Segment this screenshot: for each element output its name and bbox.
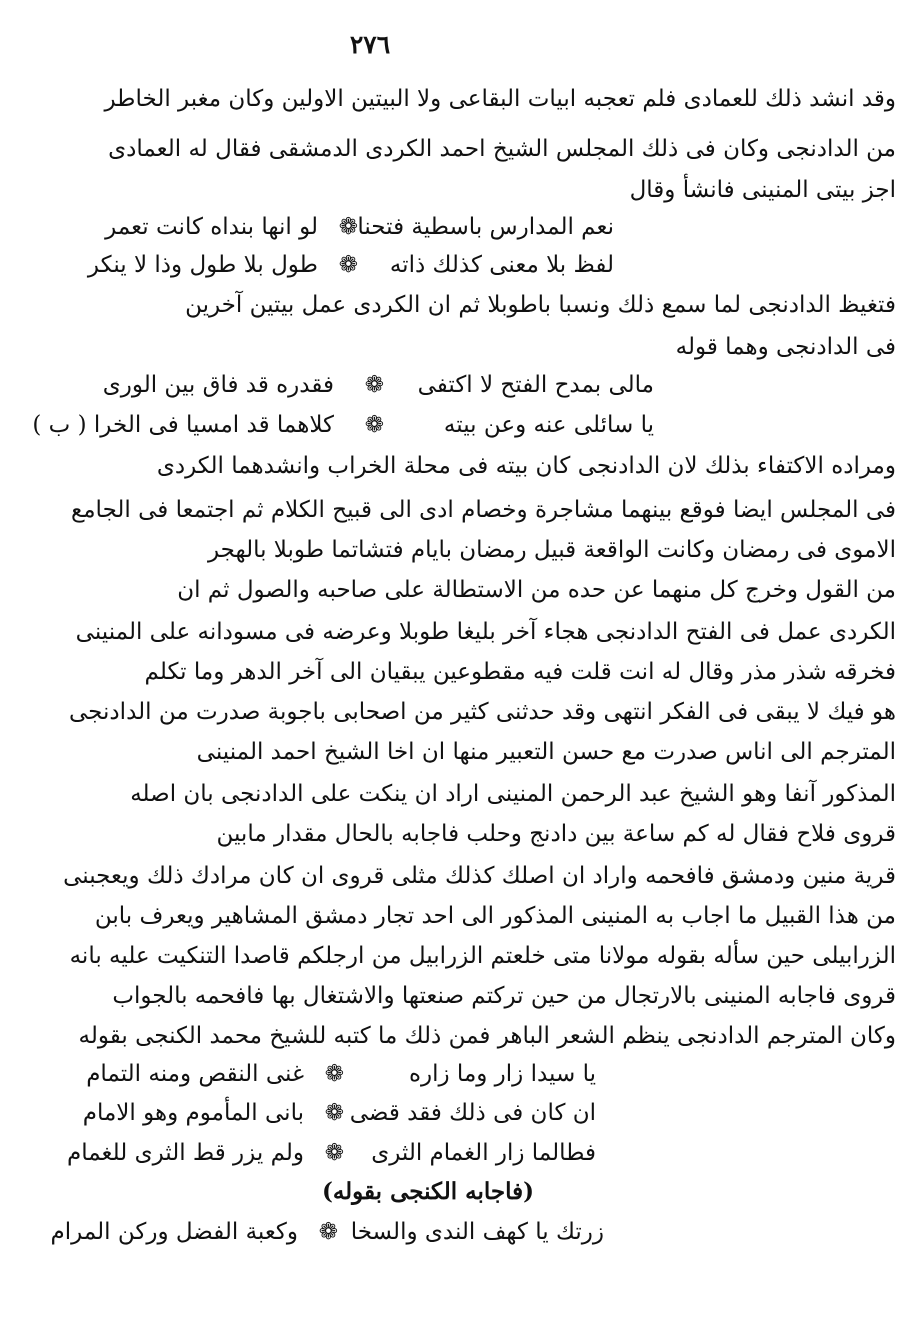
verse-second-hemistich: وكعبة الفضل وركن المرام [50, 1219, 298, 1245]
text-line: الزرابيلى حين سأله بقوله مولانا متى خلعتم الزرابيل من ارجلكم قاصدا التنكيت عليه بانه [69, 943, 896, 969]
verse-second-hemistich: بانى المأموم وهو الامام [82, 1100, 304, 1126]
text-line: وكان المترجم الدادنجى ينظم الشعر الباهر فمن ذلك ما كتبه للشيخ محمد الكنجى بقوله [78, 1023, 896, 1049]
verse-first-hemistich: نعم المدارس باسطية فتحنا [357, 214, 614, 240]
verse-separator: ❁ [338, 252, 358, 278]
verse-second-hemistich: كلاهما قد امسيا فى الخرا ( ب ) [32, 412, 334, 438]
reply-heading: (فاجابه الكنجى بقوله) [321, 1178, 534, 1205]
text-line: وقد انشد ذلك للعمادى فلم تعجبه ابيات البقاعى ولا البيتين الاولين وكان مغبر الخاطر [104, 86, 896, 112]
verse-first-hemistich: لفظ بلا معنى كذلك ذاته [389, 252, 614, 278]
verse-first-hemistich: يا سيدا زار وما زاره [408, 1061, 596, 1087]
text-line: من هذا القبيل ما اجاب به المنينى المذكور الى احد تجار دمشق المشاهير ويعرف بابن [94, 903, 896, 929]
verse-second-hemistich: طول بلا طول وذا لا ينكر [87, 252, 318, 278]
text-line: قروى فاجابه المنينى بالارتجال من حين تركتم صنعتها والاشتغال بها فافحمه بالجواب [112, 983, 896, 1009]
verse-first-hemistich: مالى بمدح الفتح لا اكتفى [417, 372, 654, 398]
text-line: الاموى فى رمضان وكانت الواقعة قبيل رمضان بايام فتشاتما طوبلا بالهجر [207, 537, 896, 563]
verse-first-hemistich: زرتك يا كهف الندى والسخا [350, 1219, 604, 1245]
text-line: اجز بيتى المنينى فانشأ وقال [629, 177, 896, 203]
verse-first-hemistich: يا سائلى عنه وعن بيته [443, 412, 654, 438]
text-line: فخرقه شذر مذر وقال له انت قلت فيه مقطوعين يبقيان الى آخر الدهر وما تكلم [144, 659, 896, 685]
verse-second-hemistich: لو انها بنداه كانت تعمر [105, 214, 318, 240]
text-line: هو فيك لا يبقى فى الفكر انتهى وقد حدثنى كثير من اصحابى باجوبة صدرت من الدادنجى [69, 699, 896, 725]
verse-separator: ❁ [324, 1061, 344, 1087]
text-line: فتغيظ الدادنجى لما سمع ذلك ونسبا باطوبلا ثم ان الكردى عمل بيتين آخرين [185, 292, 896, 318]
verse-separator: ❁ [324, 1100, 344, 1126]
verse-separator: ❁ [364, 372, 384, 398]
verse-second-hemistich: فقدره قد فاق بين الورى [102, 372, 334, 398]
verse-second-hemistich: غنى النقص ومنه التمام [86, 1061, 304, 1087]
text-line: قروى فلاح فقال له كم ساعة بين دادنج وحلب فاجابه بالحال مقدار مابين [216, 821, 896, 847]
verse-second-hemistich: ولم يزر قط الثرى للغمام [67, 1140, 304, 1166]
verse-separator: ❁ [364, 412, 384, 438]
text-line: ومراده الاكتفاء بذلك لان الدادنجى كان بيته فى محلة الخراب وانشدهما الكردى [156, 453, 896, 479]
text-line: المترجم الى اناس صدرت مع حسن التعبير منها ان اخا الشيخ احمد المنينى [196, 739, 896, 765]
verse-first-hemistich: فطالما زار الغمام الثرى [371, 1140, 596, 1166]
text-line: فى المجلس ايضا فوقع بينهما مشاجرة وخصام ادى الى قبيح الكلام ثم اجتمعا فى الجامع [71, 497, 896, 523]
verse-separator: ❁ [324, 1140, 344, 1166]
verse-separator: ❁ [338, 214, 358, 240]
text-line: الكردى عمل فى الفتح الدادنجى هجاء آخر بليغا طوبلا وعرضه فى مسودانه على المنينى [75, 619, 896, 645]
page-number: ٢٧٦ [349, 30, 391, 59]
text-line: من القول وخرج كل منهما عن حده من الاستطالة على صاحبه والصول ثم ان [177, 577, 896, 603]
verse-first-hemistich: ان كان فى ذلك فقد قضى [349, 1100, 596, 1126]
text-line: المذكور آنفا وهو الشيخ عبد الرحمن المنينى اراد ان ينكت على الدادنجى بان اصله [130, 781, 896, 807]
text-line: فى الدادنجى وهما قوله [675, 334, 896, 360]
text-line: قرية منين ودمشق فافحمه واراد ان اصلك كذلك مثلى قروى ان كان مرادك ذلك ويعجبنى [63, 863, 896, 889]
verse-separator: ❁ [318, 1219, 338, 1245]
text-line: من الدادنجى وكان فى ذلك المجلس الشيخ احمد الكردى الدمشقى فقال له العمادى [108, 136, 896, 162]
